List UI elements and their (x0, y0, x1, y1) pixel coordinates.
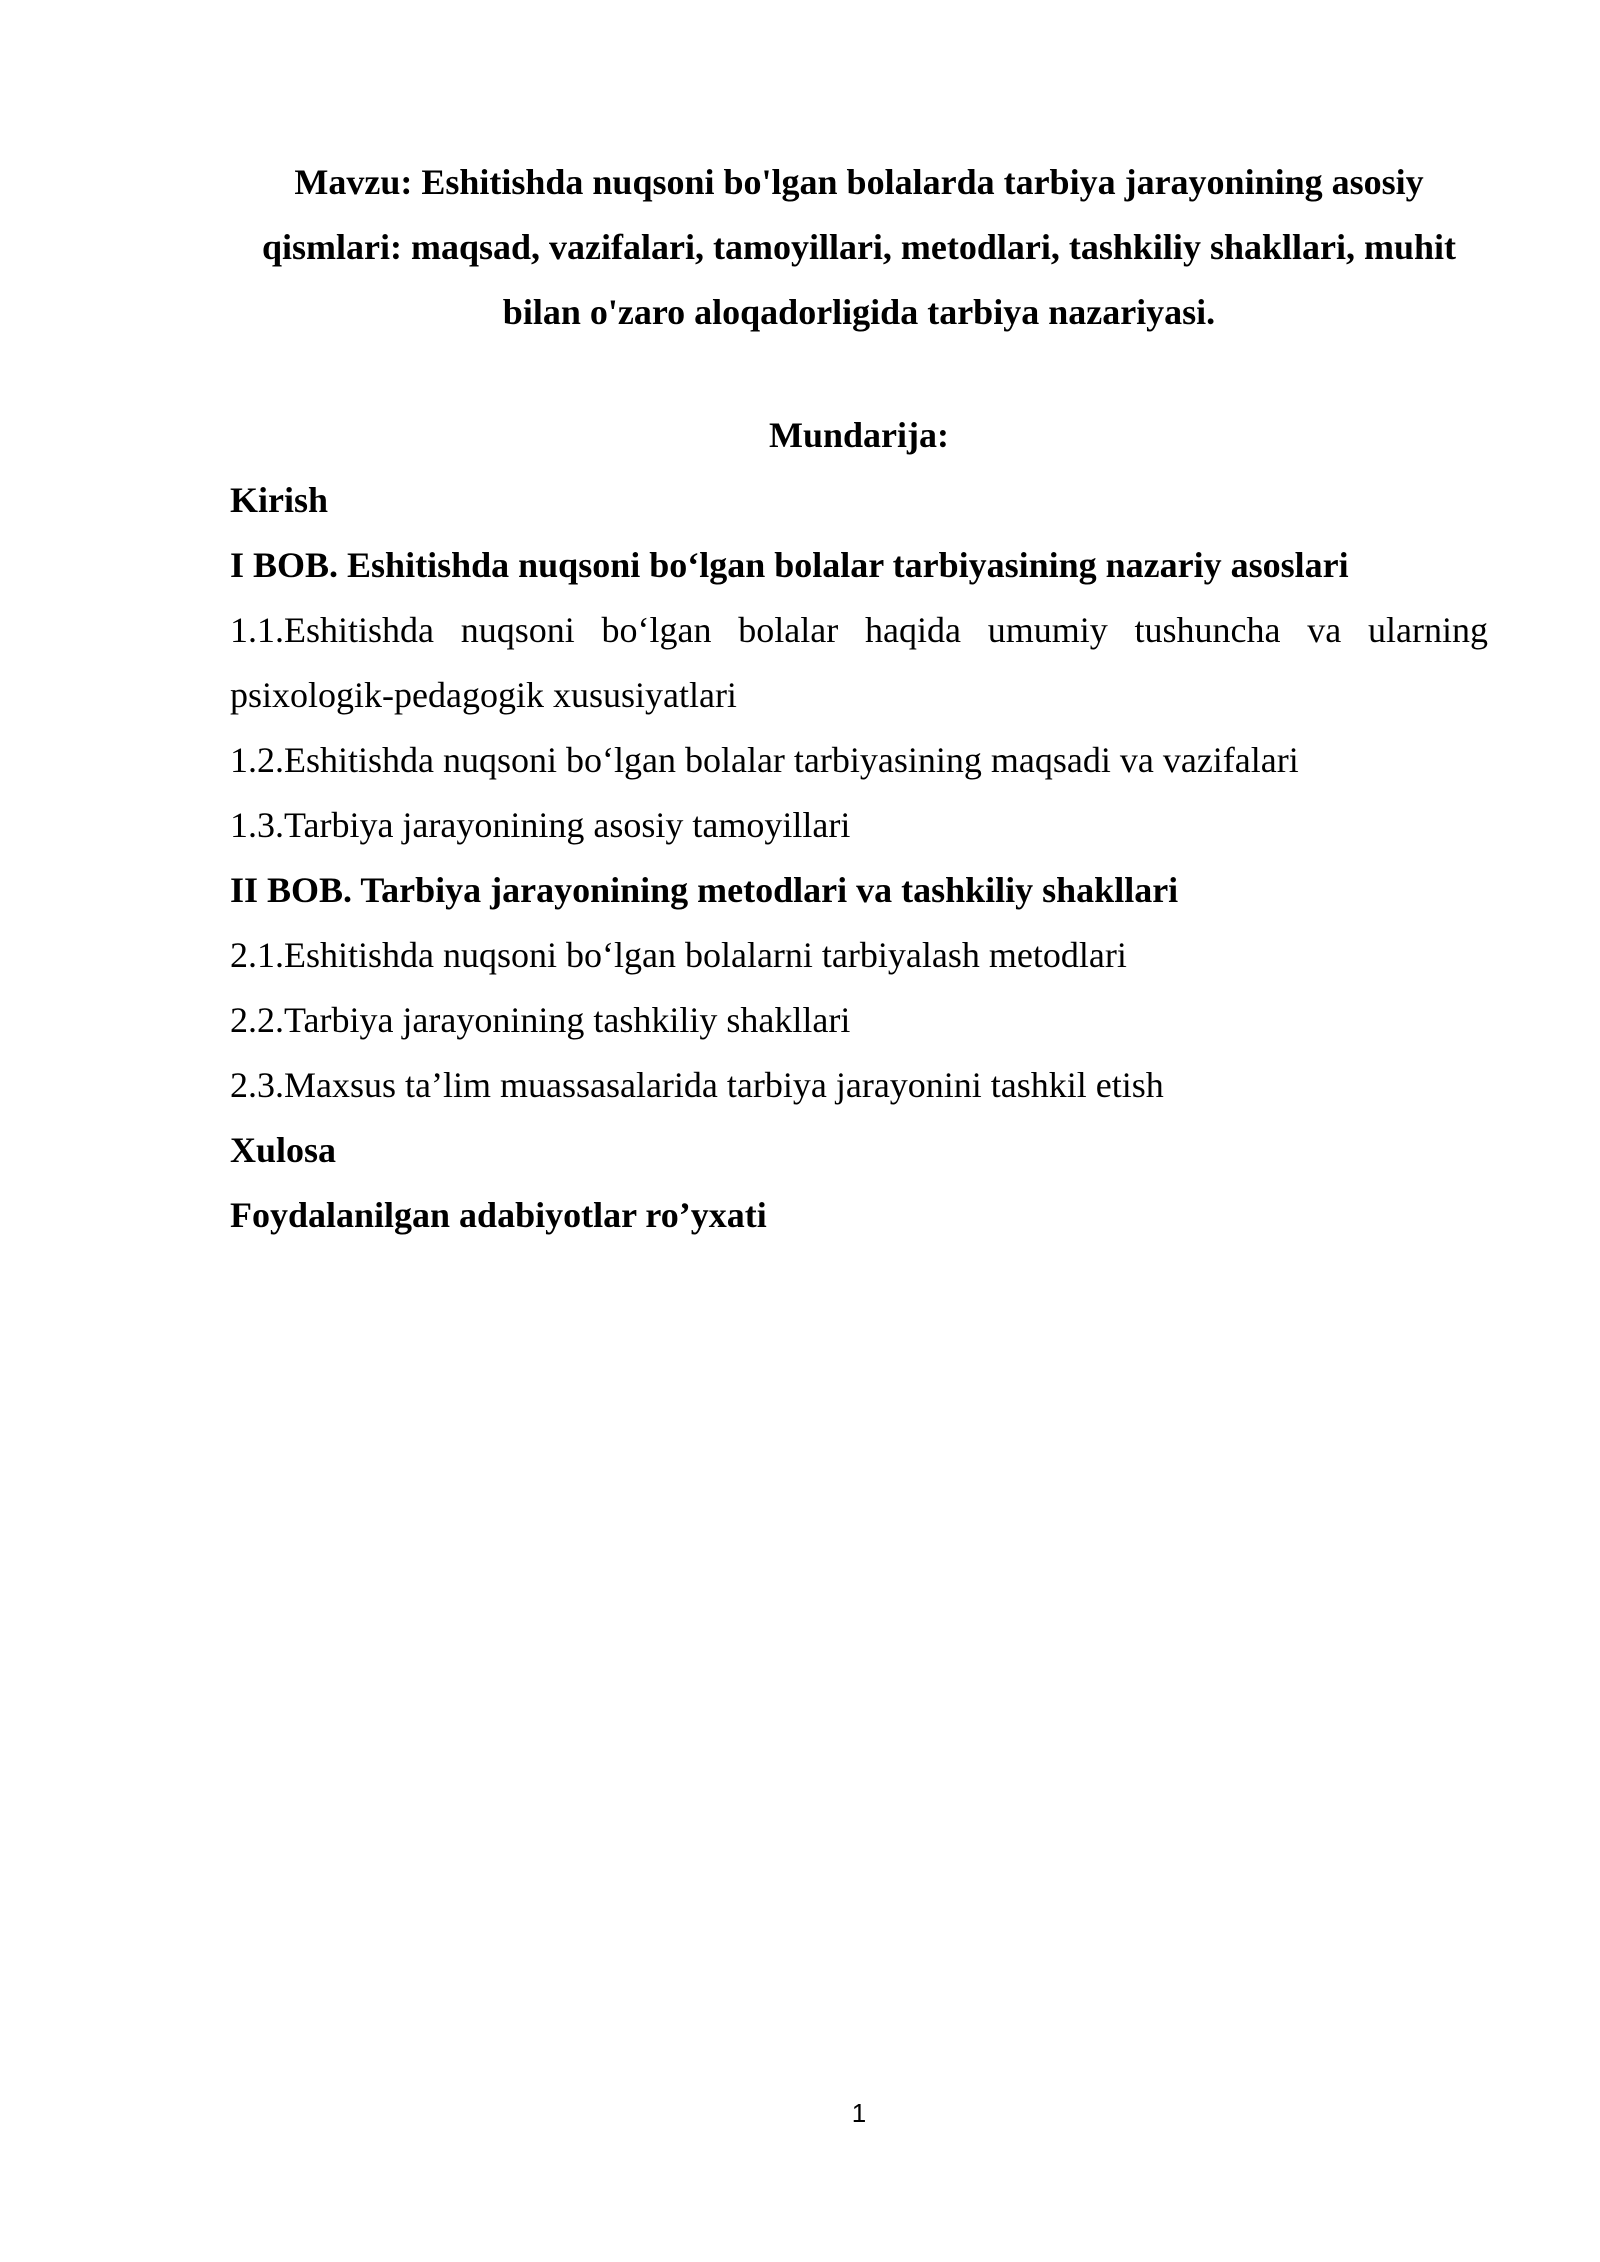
toc-entry-section-2-3: 2.3.Maxsus ta’lim muassasalarida tarbiya jarayonini tashkil etish (230, 1065, 1164, 1105)
toc-entry-section-1-1: 1.1.Eshitishda nuqsoni bo‘lgan bolalar haqida umumiy tushuncha va ularning psixologik-pedagogik xususiyatlari (230, 610, 1488, 715)
page-number: 1 (851, 2098, 867, 2128)
toc-entry-section-1-3: 1.3.Tarbiya jarayonining asosiy tamoyillari (230, 805, 851, 845)
toc-entry-section-2-1: 2.1.Eshitishda nuqsoni bo‘lgan bolalarni tarbiyalash metodlari (230, 935, 1127, 975)
toc-entry-conclusion: Xulosa (230, 1130, 337, 1170)
toc-entry-references: Foydalanilgan adabiyotlar ro’yxati (230, 1195, 767, 1235)
toc-entry-introduction: Kirish (230, 480, 329, 520)
toc-entry-section-2-2: 2.2.Tarbiya jarayonining tashkiliy shakllari (230, 1000, 851, 1040)
table-of-contents (230, 468, 1488, 1248)
toc-heading: Mundarija: (769, 415, 949, 455)
toc-entry-chapter-2: II BOB. Tarbiya jarayonining metodlari va tashkiliy shakllari (230, 870, 1179, 910)
toc-entry-section-1-2: 1.2.Eshitishda nuqsoni bo‘lgan bolalar tarbiyasining maqsadi va vazifalari (230, 740, 1299, 780)
toc-entry-chapter-1: I BOB. Eshitishda nuqsoni bo‘lgan bolalar tarbiyasining nazariy asoslari (230, 545, 1349, 585)
document-title: Mavzu: Eshitishda nuqsoni bo'lgan bolalarda tarbiya jarayonining asosiy qismlari: maqsad, vazifalari, tamoyillari, metodlari, tashkiliy shakllari, muhit bilan o'zaro aloqadorligida tarbiya nazariyasi. (261, 162, 1456, 332)
